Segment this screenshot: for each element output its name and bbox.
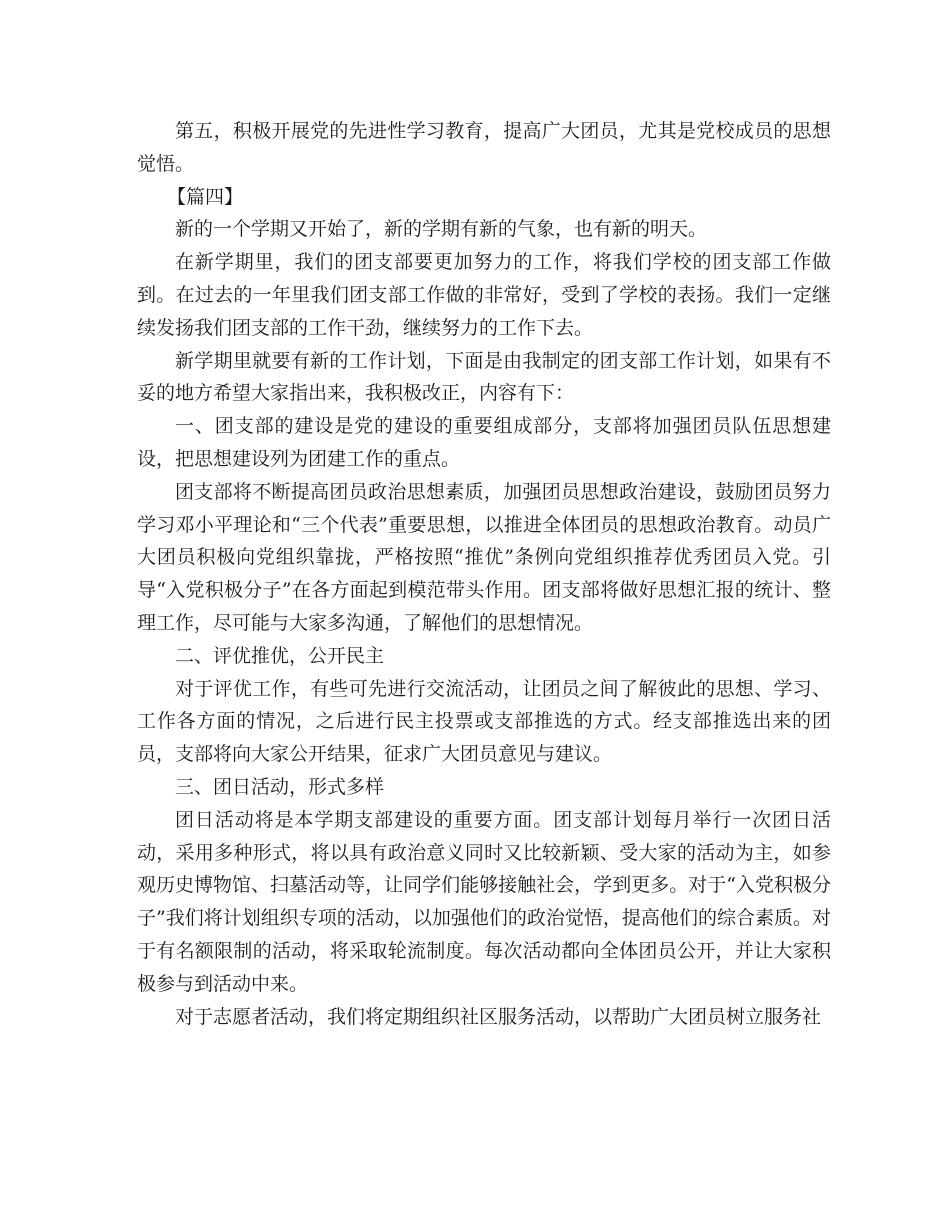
paragraph-league-day: 团日活动将是本学期支部建设的重要方面。团支部计划每月举行一次团日活动，采用多种形式，将以具有政治意义同时又比较新颖、受大家的活动为主，如参观历史博物馆、扫墓活动等，让同学们能够接触社会，学到更多。对于“入党积极分子”我们将计划组织专项的活动，以加强他们的政治觉悟，提高他们的综合素质。对于有名额限制的活动，将采取轮流制度。每次活动都向全体团员公开，并让大家积极参与到活动中来。 — [137, 808, 831, 995]
paragraph-evaluation: 对于评优工作，有些可先进行交流活动，让团员之间了解彼此的思想、学习、工作各方面的情况，之后进行民主投票或支部推选的方式。经支部推选出来的团员，支部将向大家公开结果，征求广大团员意见与建议。 — [137, 677, 831, 766]
paragraph-ideology: 团支部将不断提高团员政治思想素质，加强团员思想政治建设，鼓励团员努力学习邓小平理论和“三个代表”重要思想，以推进全体团员的思想政治教育。动员广大团员积极向党组织靠拢，严格按照“推优”条例向党组织推荐优秀团员入党。引导“入党积极分子”在各方面起到模范带头作用。团支部将做好思想汇报的统计、整理工作，尽可能与大家多沟通，了解他们的思想情况。 — [137, 480, 831, 634]
paragraph-item-two-heading: 二、评优推优，公开民主 — [175, 644, 385, 667]
document-page — [137, 115, 831, 1033]
paragraph-item-three-heading: 三、团日活动，形式多样 — [175, 775, 385, 798]
paragraph-plan-intro: 新学期里就要有新的工作计划，下面是由我制定的团支部工作计划，如果有不妥的地方希望大家指出来，我积极改正，内容有下： — [137, 349, 831, 405]
paragraph-new-semester: 新的一个学期又开始了，新的学期有新的气象，也有新的明天。 — [175, 218, 708, 241]
paragraph-fifth-point: 第五，积极开展党的先进性学习教育，提高广大团员，尤其是党校成员的思想觉悟。 — [137, 120, 831, 175]
section-heading-part-four: 【篇四】 — [167, 185, 244, 208]
paragraph-item-one: 一、团支部的建设是党的建设的重要组成部分，支部将加强团员队伍思想建设，把思想建设列为团建工作的重点。 — [137, 415, 831, 470]
paragraph-work-review: 在新学期里，我们的团支部要更加努力的工作，将我们学校的团支部工作做到。在过去的一年里我们团支部工作做的非常好，受到了学校的表扬。我们一定继续发扬我们团支部的工作干劲，继续努力的工作下去。 — [137, 251, 831, 339]
paragraph-volunteer: 对于志愿者活动，我们将定期组织社区服务活动，以帮助广大团员树立服务社 — [175, 1005, 822, 1028]
